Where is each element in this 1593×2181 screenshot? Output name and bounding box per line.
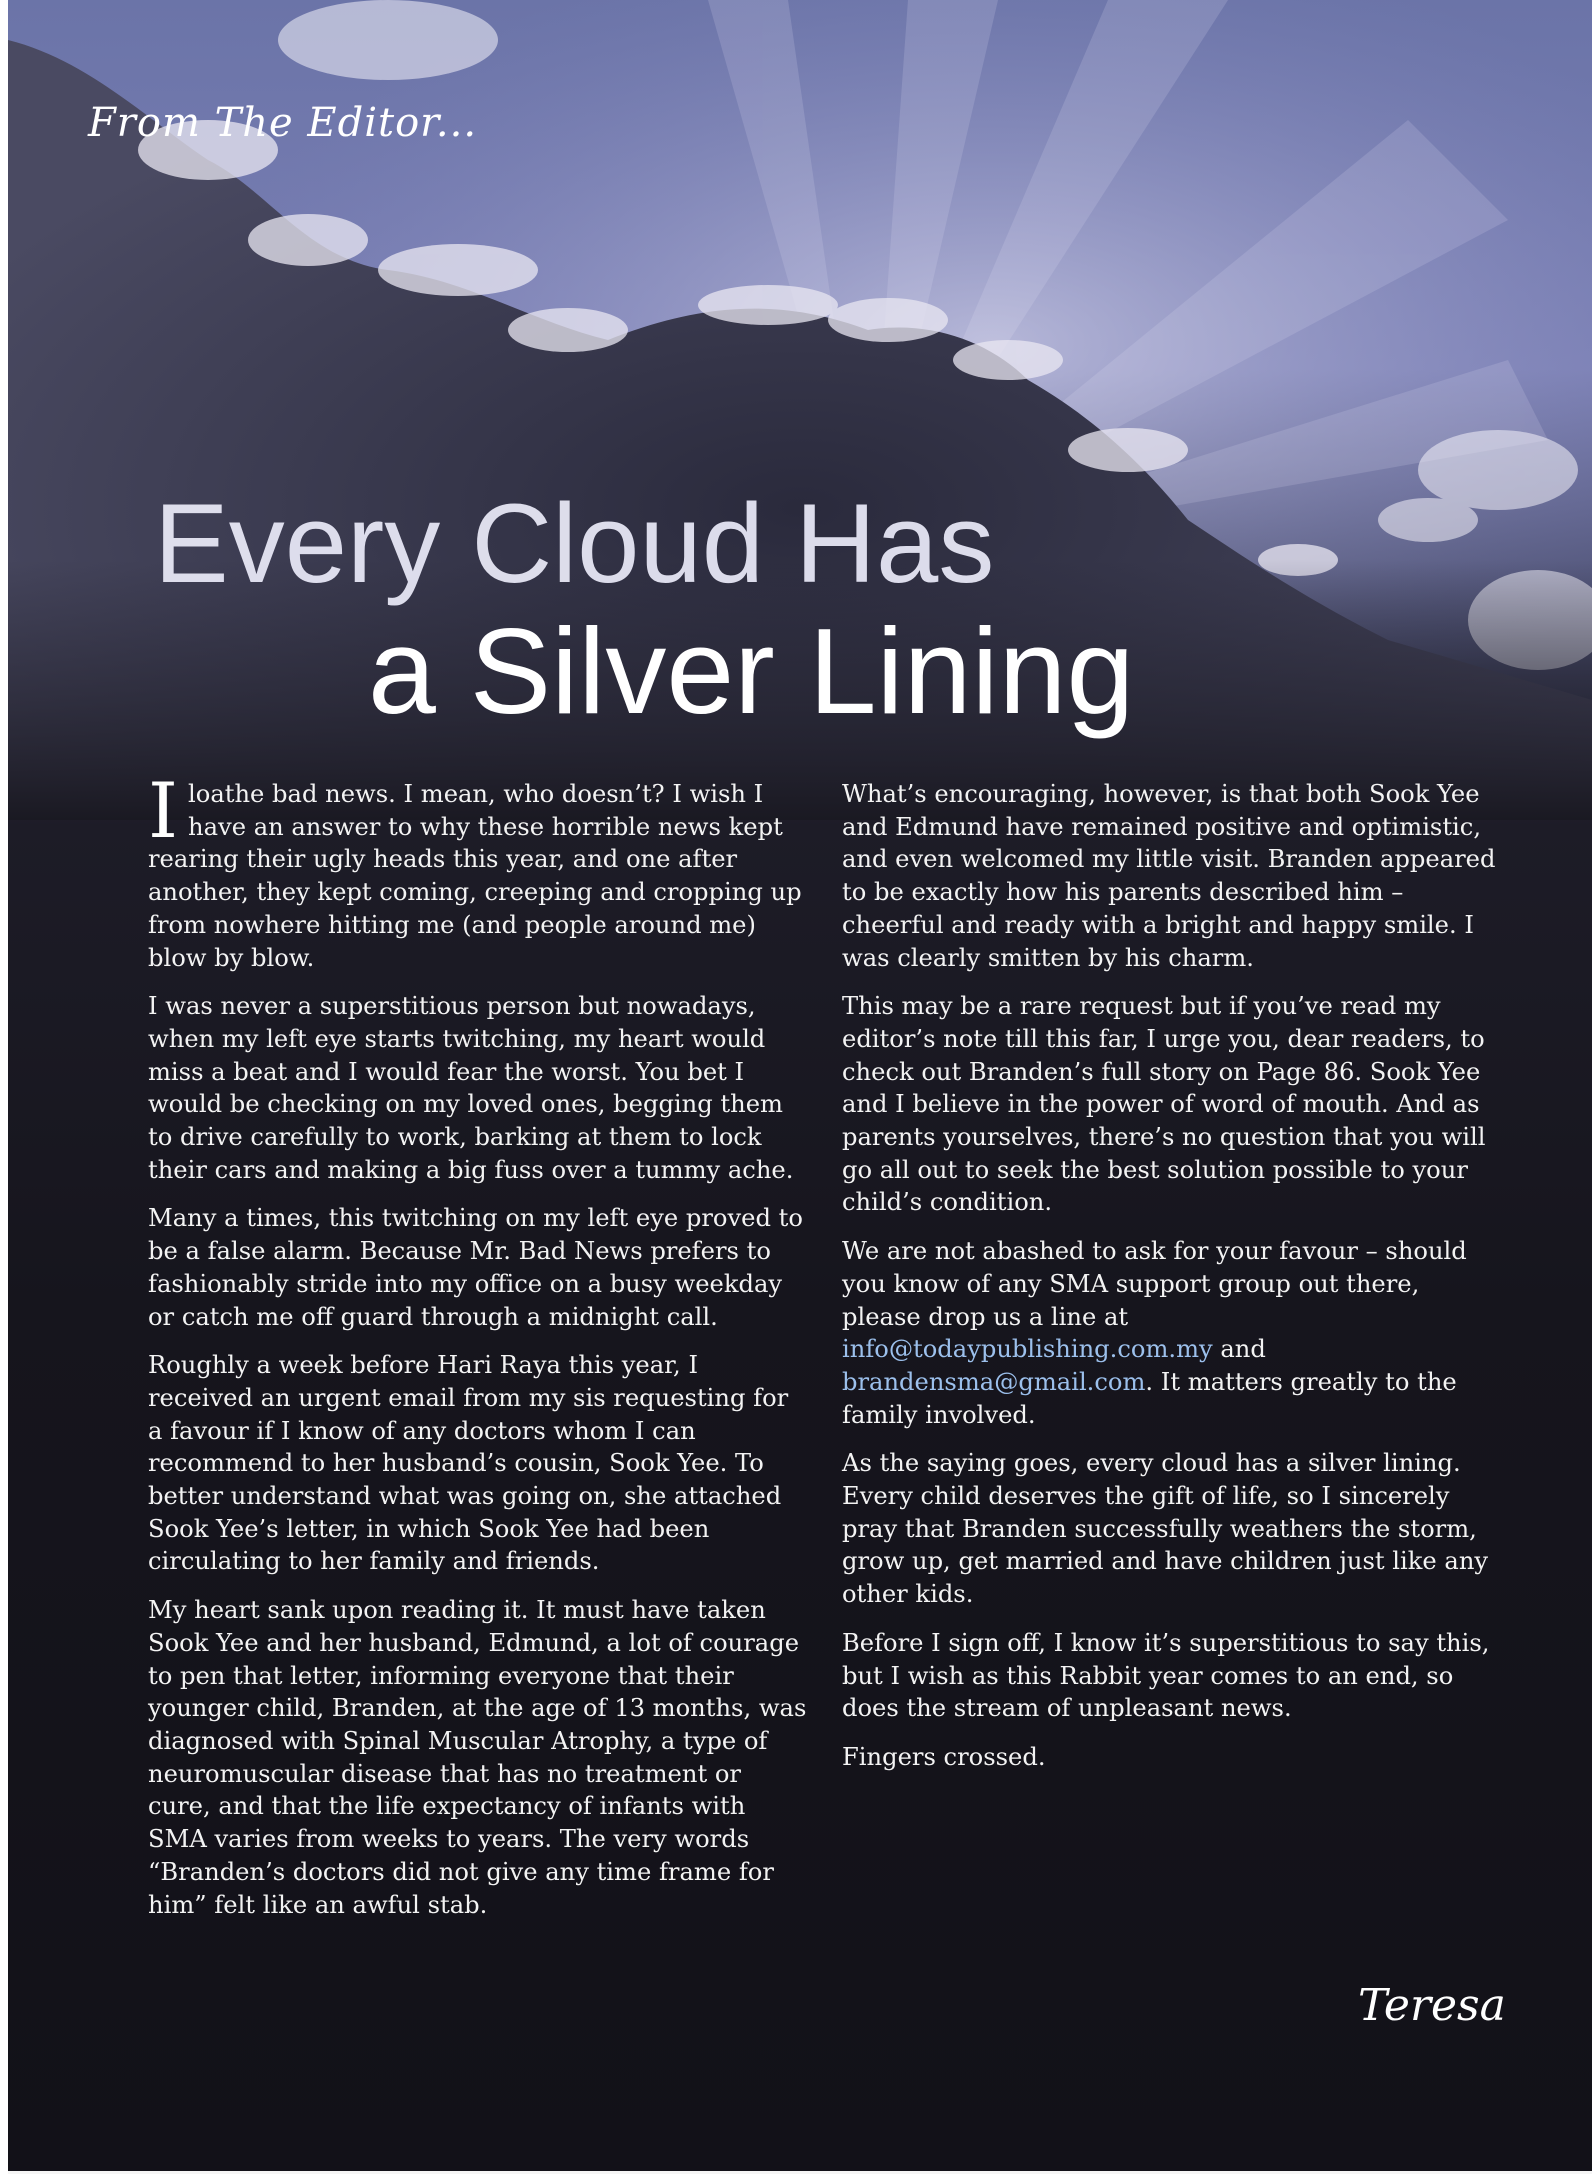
email-link-branden[interactable]: brandensma@gmail.com: [842, 1367, 1146, 1396]
paragraph: I was never a superstitious person but nowadays, when my left eye starts twitching, my heart would miss a beat and I would fear the worst. You bet I would be checking on my loved ones, begging them to drive carefully to work, barking at them to lock their cars and making a big fuss over a tummy ache.: [148, 992, 794, 1184]
headline-line-1: Every Cloud Has: [154, 481, 995, 606]
page-edge: [8, 2171, 1592, 2174]
paragraph: I loathe bad news. I mean, who doesn’t? I wish I have an answer to why these horrible news kept rearing their ugly heads this year, and one after another, they kept coming, creeping and cropping up from nowhere hitting me (and people around me) blow by blow.: [148, 766, 802, 972]
paragraph: We are not abashed to ask for your favour – should you know of any SMA support group out there, please drop us a line at info@todaypublishing.com.my and brandensma@gmail.com. It matters greatly to the family involved.: [842, 1237, 1467, 1429]
article-left-column: [148, 766, 808, 1937]
editor-signature: Teresa: [1358, 1980, 1506, 2031]
paragraph: This may be a rare request but if you’ve read my editor’s note till this far, I urge you, dear readers, to check out Branden’s full story on Page 86. Sook Yee and I believe in the power of word of mouth. And as parents yourselves, there’s no question that you will go all out to seek the best solution possible to your child’s condition.: [842, 992, 1486, 1217]
magazine-page: [8, 0, 1592, 2174]
paragraph: What’s encouraging, however, is that both Sook Yee and Edmund have remained positive and optimistic, and even welcomed my little visit. Branden appeared to be exactly how his parents described him – cheerful and ready with a bright and happy smile. I was clearly smitten by his charm.: [842, 780, 1496, 972]
drop-cap: I: [148, 766, 179, 855]
headline-line-2: a Silver Lining: [368, 603, 1135, 739]
section-label: From The Editor...: [88, 100, 478, 146]
paragraph: Fingers crossed.: [842, 1742, 1046, 1771]
paragraph: As the saying goes, every cloud has a silver lining. Every child deserves the gift of life, so I sincerely pray that Branden successfully weathers the storm, grow up, get married and have children just like any other kids.: [842, 1449, 1489, 1609]
paragraph: My heart sank upon reading it. It must have taken Sook Yee and her husband, Edmund, a lot of courage to pen that letter, informing everyone that their younger child, Branden, at the age of 13 months, was diagnosed with Spinal Muscular Atrophy, a type of neuromuscular disease that has no treatment or cure, and that the life expectancy of infants with SMA varies from weeks to years. The very words “Branden’s doctors did not give any time frame for him” felt like an awful stab.: [148, 1596, 807, 1919]
article-right-column: [842, 778, 1502, 1790]
paragraph: Many a times, this twitching on my left eye proved to be a false alarm. Because Mr. Bad News prefers to fashionably stride into my office on a busy weekday or catch me off guard through a midnight call.: [148, 1204, 803, 1331]
email-link-info[interactable]: info@todaypublishing.com.my: [842, 1335, 1213, 1364]
paragraph: Roughly a week before Hari Raya this year, I received an urgent email from my sis requesting for a favour if I know of any doctors whom I can recommend to her husband’s cousin, Sook Yee. To better understand what was going on, she attached Sook Yee’s letter, in which Sook Yee had been circulating to her family and friends.: [148, 1351, 789, 1576]
paragraph: Before I sign off, I know it’s superstitious to say this, but I wish as this Rabbit year comes to an end, so does the stream of unpleasant news.: [842, 1628, 1490, 1723]
